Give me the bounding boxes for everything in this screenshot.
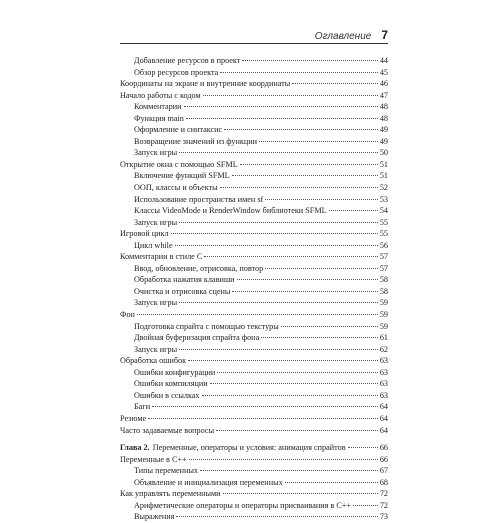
toc-dot-leader (186, 118, 378, 119)
toc-page-number: 63 (379, 356, 388, 366)
toc-page-number: 72 (379, 500, 388, 510)
toc-dot-leader (210, 383, 378, 384)
toc-page-number: 45 (379, 67, 388, 77)
toc-entry (120, 344, 388, 356)
toc-entry-title: Игровой цикл (120, 229, 169, 239)
toc-entry (120, 425, 388, 437)
toc-entry-title: Открытие окна с помощью SFML (120, 159, 238, 169)
toc-entry (120, 454, 388, 466)
toc-page-number: 56 (379, 240, 388, 250)
toc-page-number: 53 (379, 194, 388, 204)
toc-entry (120, 401, 388, 413)
toc-entry-title: Переменные в C++ (120, 454, 187, 464)
toc-page-number: 49 (379, 125, 388, 135)
toc-entry (120, 500, 388, 512)
toc-page-number: 54 (379, 206, 388, 216)
toc-dot-leader (188, 360, 378, 361)
toc-dot-leader (223, 493, 378, 494)
toc-entry-title: Типы переменных (134, 466, 199, 476)
toc-page-number: 66 (379, 443, 388, 453)
toc-entry (120, 263, 388, 275)
toc-entry-title: Оформление и синтаксис (134, 125, 223, 135)
toc-entry-title: Запуск игры (134, 217, 178, 227)
running-title: Оглавление (314, 31, 372, 42)
toc-entry-title: Запуск игры (134, 344, 178, 354)
toc-entry-title: Включение функций SFML (134, 171, 230, 181)
toc-dot-leader (200, 470, 378, 471)
toc-entry-title: Ввод, обновление, отрисовка, повтор (134, 263, 264, 273)
toc-dot-leader (216, 430, 378, 431)
toc-entry (120, 413, 388, 425)
toc-dot-leader (189, 459, 378, 460)
toc-entry (120, 240, 388, 252)
header-rule (120, 43, 388, 44)
toc-dot-leader (179, 349, 378, 350)
toc-dot-leader (240, 164, 378, 165)
toc-entry (120, 113, 388, 125)
running-head (120, 28, 388, 42)
toc-entry-title: Ошибки компиляции (134, 379, 208, 389)
toc-page-number: 59 (379, 321, 388, 331)
toc-entry (120, 55, 388, 67)
toc-page-number: 61 (379, 333, 388, 343)
toc-entry (120, 170, 388, 182)
toc-entry (120, 147, 388, 159)
toc-chapter-number: Глава 2. (120, 443, 150, 453)
toc-entry-title: Комментарии в стиле C (120, 252, 203, 262)
toc-entry (120, 465, 388, 477)
toc-entry-title: Объявление и инициализация переменных (134, 477, 283, 487)
toc-dot-leader (232, 175, 378, 176)
toc-entry-title: Очистка и отрисовка сцены (134, 286, 231, 296)
toc-entry (120, 309, 388, 321)
toc-entry (120, 355, 388, 367)
toc-dot-leader (137, 314, 378, 315)
toc-page-number: 68 (379, 477, 388, 487)
toc-entry (120, 321, 388, 333)
toc-entry (120, 332, 388, 344)
toc-entry (120, 67, 388, 79)
toc-entry-title: Обзор ресурсов проекта (134, 67, 219, 77)
toc-entry (120, 217, 388, 229)
toc-dot-leader (179, 302, 378, 303)
toc-page-number: 63 (379, 367, 388, 377)
toc-dot-leader (353, 505, 378, 506)
toc-page-number: 62 (379, 344, 388, 354)
toc-dot-leader (152, 406, 378, 407)
toc-entry (120, 378, 388, 390)
toc-entry-title: Баги (134, 402, 151, 412)
toc-dot-leader (237, 279, 378, 280)
toc-entry (120, 511, 388, 523)
toc-dot-leader (217, 372, 378, 373)
toc-entry (120, 442, 388, 454)
toc-page-number: 50 (379, 148, 388, 158)
toc-dot-leader (148, 418, 378, 419)
toc-page-number: 64 (379, 402, 388, 412)
toc-entry-title: Возвращение значений из функции (134, 136, 257, 146)
toc-page-number: 58 (379, 275, 388, 285)
toc-page-number: 64 (379, 425, 388, 435)
toc-entry (120, 90, 388, 102)
toc-entry (120, 286, 388, 298)
toc-dot-leader (232, 291, 377, 292)
toc-page-number: 59 (379, 310, 388, 320)
toc-entry-title: Цикл while (134, 240, 173, 250)
toc-entry-title: Запуск игры (134, 298, 178, 308)
toc-entry (120, 297, 388, 309)
toc-dot-leader (285, 482, 378, 483)
toc-entry-title: Запуск игры (134, 148, 178, 158)
toc-page-number: 63 (379, 390, 388, 400)
toc-entry (120, 488, 388, 500)
toc-entry (120, 124, 388, 136)
toc-page-number: 72 (379, 489, 388, 499)
toc-dot-leader (171, 233, 378, 234)
toc-page-number: 46 (379, 79, 388, 89)
toc-dot-leader (348, 447, 378, 448)
toc-page-number: 58 (379, 286, 388, 296)
toc-entry-title: Фон (120, 310, 135, 320)
page-number: 7 (381, 28, 388, 42)
toc-entry-title: Обработка нажатия клавиши (134, 275, 235, 285)
toc-entry (120, 367, 388, 379)
toc-dot-leader (175, 245, 378, 246)
toc-page-number: 64 (379, 413, 388, 423)
toc-entry-title: Комментарии (134, 102, 182, 112)
toc-dot-leader (179, 152, 378, 153)
toc-page-number: 48 (379, 113, 388, 123)
toc-entry-title: Координаты на экране и внутренние координаты (120, 79, 291, 89)
toc-dot-leader (281, 326, 378, 327)
toc-entry-title: Резюме (120, 413, 147, 423)
toc-entry-title: Ошибки в ссылках (134, 390, 200, 400)
toc-entry-title: Арифметические операторы и операторы присваивания в C++ (134, 500, 352, 510)
toc-entry-title: Двойная буферизация спрайта фона (134, 333, 260, 343)
toc-entry (120, 101, 388, 113)
toc-dot-leader (224, 129, 378, 130)
toc-page-number: 59 (379, 298, 388, 308)
toc-page-number: 67 (379, 466, 388, 476)
toc-entry-title: Часто задаваемые вопросы (120, 425, 215, 435)
toc-entry (120, 251, 388, 263)
toc-dot-leader (265, 268, 378, 269)
toc-entry-title: Функция main (134, 113, 184, 123)
toc-page-number: 63 (379, 379, 388, 389)
toc-dot-leader (179, 222, 378, 223)
toc-dot-leader (204, 256, 377, 257)
toc-page-number: 73 (379, 512, 388, 522)
toc-entry-title: Переменные, операторы и условия: анимация спрайтов (152, 443, 346, 453)
toc-entry-title: Добавление ресурсов в проект (134, 56, 241, 65)
toc-entry (120, 228, 388, 240)
toc-entry-title: Выражения (134, 512, 175, 522)
toc-entry (120, 194, 388, 206)
toc-entry (120, 182, 388, 194)
toc-entry (120, 136, 388, 148)
toc-dot-leader (220, 72, 378, 73)
toc-dot-leader (261, 337, 378, 338)
toc-page-number: 57 (379, 263, 388, 273)
toc-dot-leader (203, 95, 378, 96)
toc-entry-title: Обработка ошибок (120, 356, 187, 366)
toc-page-number: 57 (379, 252, 388, 262)
toc-dot-leader (259, 141, 378, 142)
toc-entry (120, 78, 388, 90)
toc-entry (120, 477, 388, 489)
toc-entry-title: Классы VideoMode и RenderWindow библиотеки SFML (134, 206, 327, 216)
toc-page-number: 55 (379, 229, 388, 239)
toc-page-number: 47 (379, 90, 388, 100)
toc-dot-leader (292, 83, 378, 84)
toc-page-number: 48 (379, 102, 388, 112)
toc-entry-title: Начало работы с кодом (120, 90, 201, 100)
toc-dot-leader (242, 60, 377, 61)
toc-page-number: 52 (379, 183, 388, 193)
toc-entry (120, 390, 388, 402)
toc-page-number: 51 (379, 171, 388, 181)
toc-entry (120, 274, 388, 286)
toc-dot-leader (220, 187, 378, 188)
toc-entry-title: ООП, классы и объекты (134, 183, 218, 193)
toc-page-number: 44 (379, 56, 388, 65)
toc-entry-title: Ошибки конфигурации (134, 367, 216, 377)
toc-dot-leader (184, 106, 378, 107)
toc-entry-title: Использование пространства имен sf (134, 194, 264, 204)
toc-page-number: 55 (379, 217, 388, 227)
toc-dot-leader (202, 395, 378, 396)
toc-dot-leader (329, 210, 378, 211)
toc-entry (120, 159, 388, 171)
toc-entry-title: Как управлять переменными (120, 489, 221, 499)
toc-dot-leader (265, 199, 378, 200)
table-of-contents (120, 55, 388, 523)
toc-entry (120, 205, 388, 217)
toc-page-number: 49 (379, 136, 388, 146)
toc-entry-title: Подготовка спрайта с помощью текстуры (134, 321, 279, 331)
toc-page-number: 51 (379, 159, 388, 169)
toc-page-number: 66 (379, 454, 388, 464)
toc-dot-leader (176, 516, 377, 517)
